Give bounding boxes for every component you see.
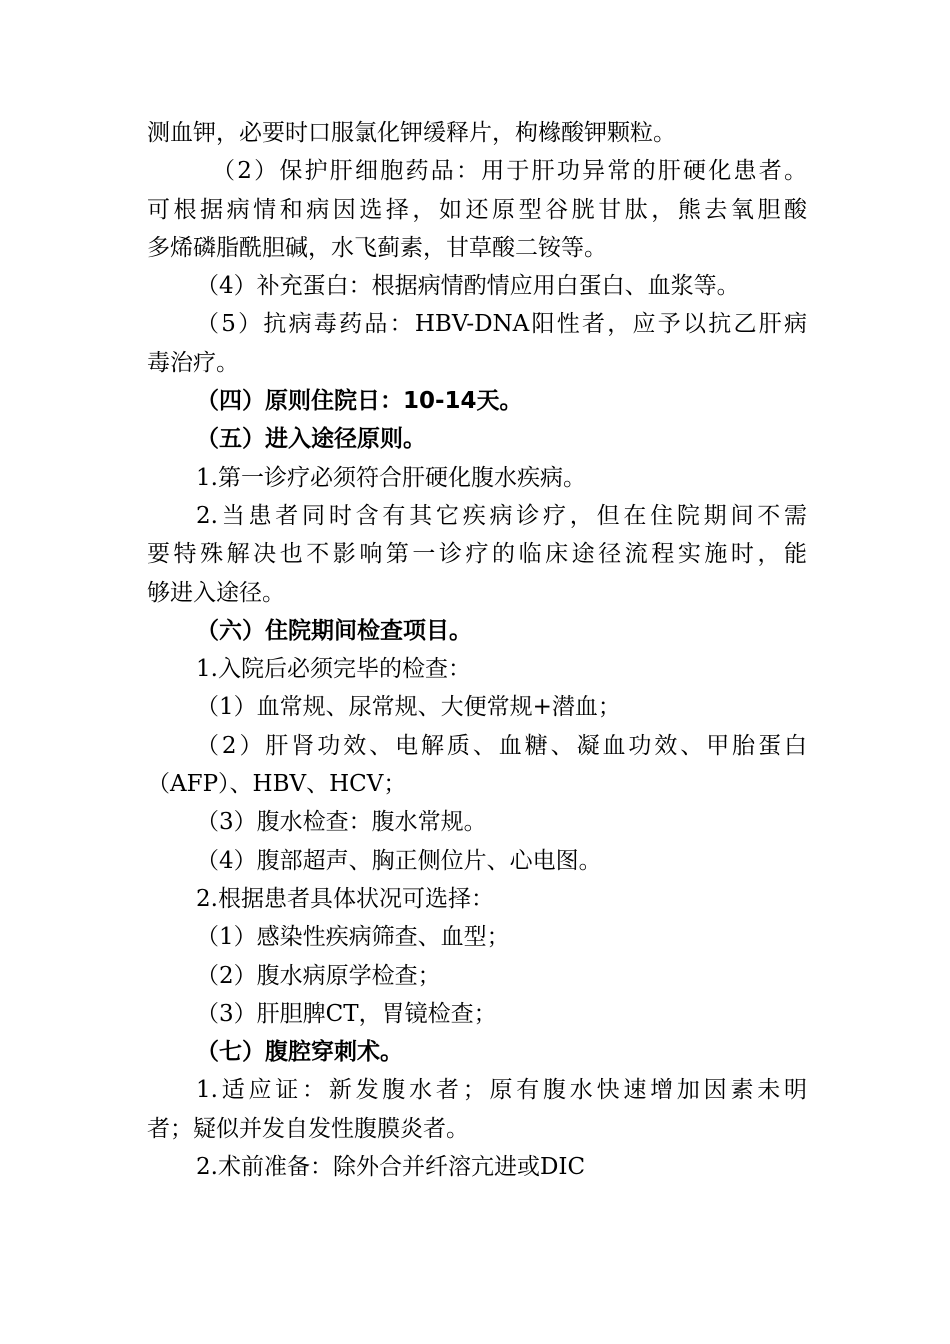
section-heading: （五）进入途径原则。 (196, 426, 426, 453)
paragraph-line: （AFP）、HBV、HCV； (147, 771, 407, 798)
paragraph-line: 2.根据患者具体状况可选择： (196, 885, 494, 912)
paragraph-line: （1）感染性疾病筛查、血型； (196, 924, 510, 951)
paragraph-line: （3）肝胆脾CT，胃镜检查； (196, 1000, 497, 1027)
paragraph-line: （2）保护肝细胞药品：用于肝功异常的肝硬化患者。 (212, 158, 807, 185)
paragraph-line: 者；疑似并发自发性腹膜炎者。 (147, 1115, 469, 1142)
paragraph-line: 测血钾，必要时口服氯化钾缓释片，枸橼酸钾颗粒。 (147, 120, 676, 146)
paragraph-line: 1.适应证：新发腹水者；原有腹水快速增加因素未明 (196, 1077, 807, 1104)
paragraph-line: （3）腹水检查：腹水常规。 (196, 809, 487, 836)
paragraph-line: 多烯磷脂酰胆碱，水飞蓟素，甘草酸二铵等。 (147, 234, 607, 261)
paragraph-line: 可根据病情和病因选择，如还原型谷胱甘肽，熊去氧胆酸 (147, 196, 807, 223)
paragraph-line: 1.第一诊疗必须符合肝硬化腹水疾病。 (196, 464, 586, 491)
paragraph-line: （4）腹部超声、胸正侧位片、心电图。 (196, 847, 602, 874)
section-heading: （七）腹腔穿刺术。 (196, 1039, 403, 1066)
paragraph-line: （2）腹水病原学检查； (196, 962, 441, 989)
paragraph-line: （1）血常规、尿常规、大便常规+潜血； (196, 694, 621, 721)
paragraph-line: 2.当患者同时含有其它疾病诊疗，但在住院期间不需 (196, 502, 807, 529)
document-body (147, 114, 807, 1186)
paragraph-line: （2）肝肾功效、电解质、血糖、凝血功效、甲胎蛋白 (196, 732, 807, 759)
paragraph-line: 2.术前准备：除外合并纤溶亢进或DIC (196, 1154, 586, 1181)
paragraph-line: 要特殊解决也不影响第一诊疗的临床途径流程实施时，能 (147, 541, 807, 568)
paragraph-line: （4）补充蛋白：根据病情酌情应用白蛋白、血浆等。 (196, 273, 740, 300)
paragraph-line: 毒治疗。 (147, 349, 239, 376)
paragraph-line: 够进入途径。 (147, 579, 285, 606)
paragraph-line: （5）抗病毒药品：HBV-DNA阳性者，应予以抗乙肝病 (196, 311, 807, 338)
section-heading: （四）原则住院日：10-14天。 (196, 388, 523, 415)
paragraph-line: 1.入院后必须完毕的检查： (196, 656, 471, 683)
section-heading: （六）住院期间检查项目。 (196, 617, 472, 644)
